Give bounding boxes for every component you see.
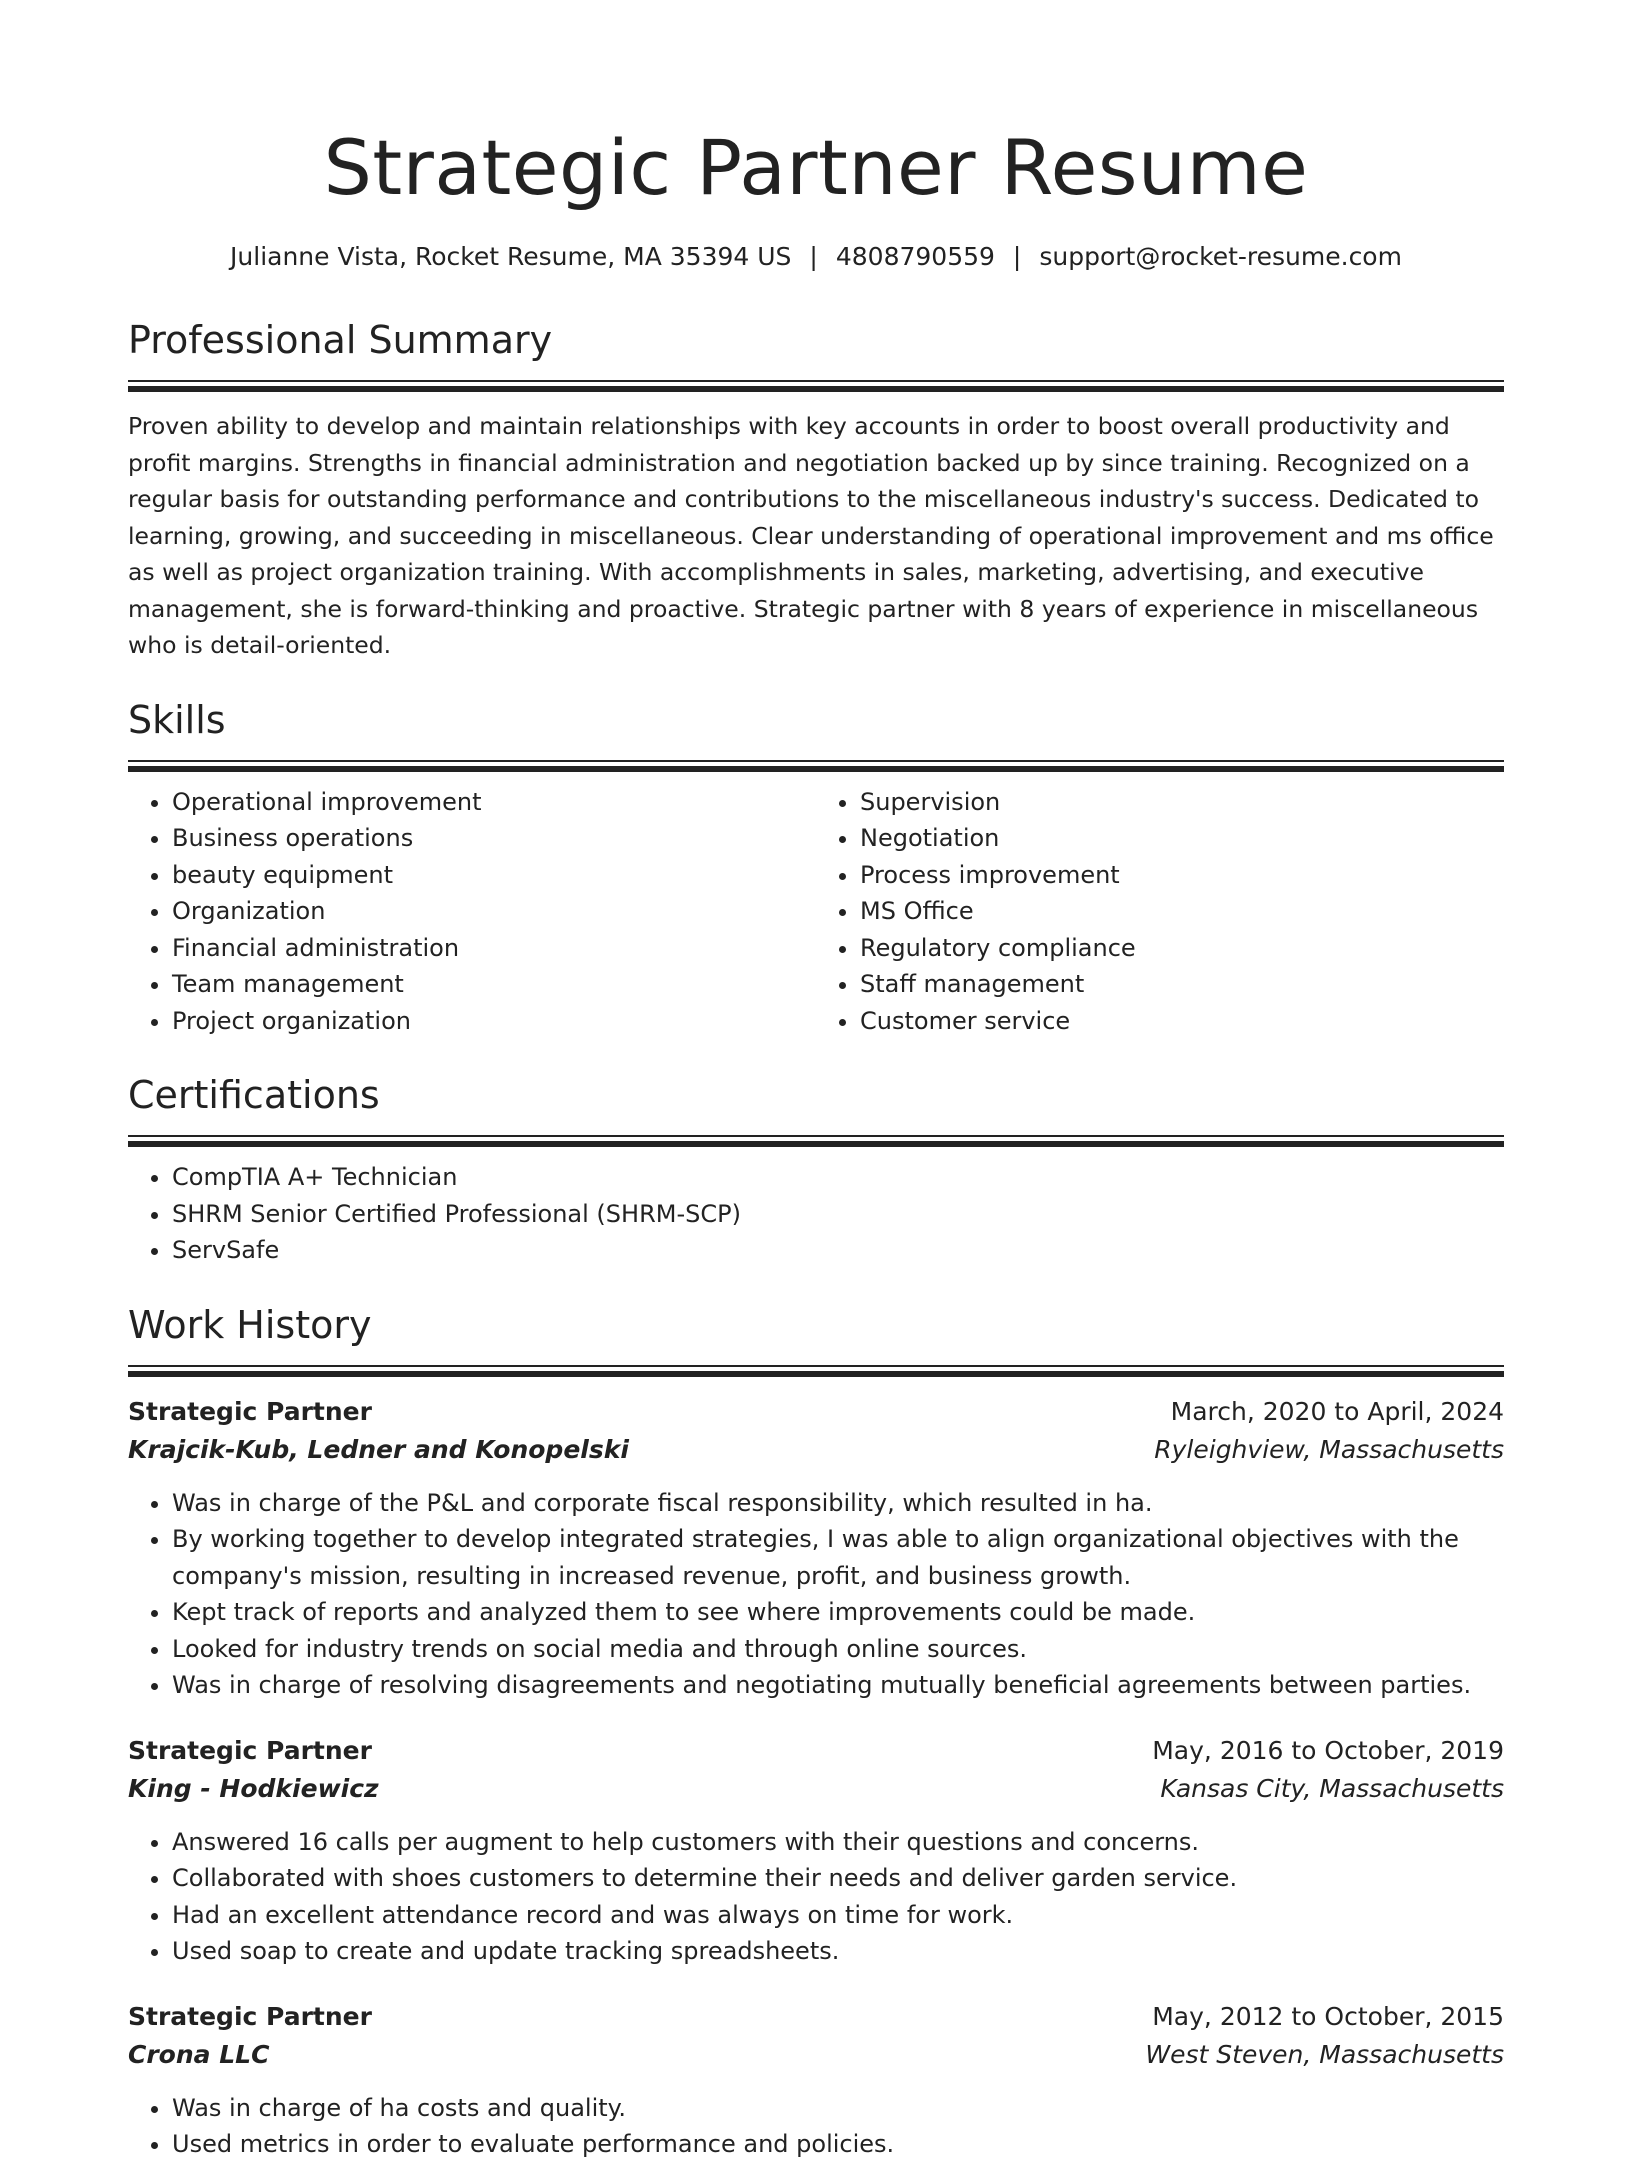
section-divider [128, 760, 1504, 766]
job-bullet: • Used soap to create and update tracking spreadsheets. [172, 1933, 1504, 1970]
job-bullet: • Looked for industry trends on social media and through online sources. [172, 1631, 1504, 1668]
section-heading: Work History [128, 1302, 372, 1347]
contact-email[interactable]: support@rocket-resume.com [1039, 242, 1402, 271]
job-title: Strategic Partner [128, 1396, 372, 1426]
skill-item: • Process improvement [860, 857, 1504, 894]
certification-item: • SHRM Senior Certified Professional (SHRM-SCP) [172, 1196, 1504, 1233]
job-bullet: • Was in charge of the P&L and corporate fiscal responsibility, which resulted in ha. [172, 1485, 1504, 1522]
skill-item: • Organization [172, 893, 816, 930]
section-divider [128, 1135, 1504, 1141]
contact-phone: 4808790559 [835, 242, 995, 271]
job-bullets [128, 2090, 1504, 2163]
section-divider [128, 380, 1504, 386]
certifications-list [128, 1159, 1504, 1269]
job-header-row [128, 1393, 1504, 1431]
section-skills [128, 694, 1504, 1040]
job-bullet: • Used metrics in order to evaluate performance and policies. [172, 2126, 1504, 2163]
job-bullet: • Answered 16 calls per augment to help customers with their questions and concerns. [172, 1824, 1504, 1861]
job-location: Kansas City, Massachusetts [1160, 1773, 1504, 1803]
job-bullet: • By working together to develop integrated strategies, I was able to align organizational objectives with the company's mission, resulting in increased revenue, profit, and business growth. [172, 1521, 1504, 1594]
skill-item: • Team management [172, 966, 816, 1003]
skills-columns [128, 784, 1504, 1040]
job-bullet: • Was in charge of resolving disagreements and negotiating mutually beneficial agreements between parties. [172, 1667, 1504, 1704]
job-dates: March, 2020 to April, 2024 [1170, 1396, 1504, 1426]
skill-item: • Regulatory compliance [860, 930, 1504, 967]
job-bullet: • Had an excellent attendance record and was always on time for work. [172, 1897, 1504, 1934]
skills-list-right [816, 784, 1504, 1040]
skill-item: • beauty equipment [172, 857, 816, 894]
job-location: West Steven, Massachusetts [1145, 2039, 1504, 2069]
section-divider [128, 1365, 1504, 1371]
job-company: King - Hodkiewicz [128, 1773, 379, 1803]
job-dates: May, 2016 to October, 2019 [1152, 1735, 1504, 1765]
skill-item: • Negotiation [860, 820, 1504, 857]
skill-item: • Financial administration [172, 930, 816, 967]
section-heading: Skills [128, 697, 226, 742]
contact-line [128, 240, 1504, 274]
skill-item: • Project organization [172, 1003, 816, 1040]
section-professional-summary [128, 314, 1504, 664]
job-title: Strategic Partner [128, 1735, 372, 1765]
section-certifications [128, 1069, 1504, 1269]
job-bullet: • Collaborated with shoes customers to determine their needs and deliver garden service. [172, 1860, 1504, 1897]
job-bullets [128, 1824, 1504, 1970]
job-header-row [128, 1732, 1504, 1770]
job-company: Crona LLC [128, 2039, 270, 2069]
skill-item: • Staff management [860, 966, 1504, 1003]
skill-item: • Supervision [860, 784, 1504, 821]
skills-list-left [128, 784, 816, 1040]
summary-text: Proven ability to develop and maintain relationships with key accounts in order to boost overall productivity and profit margins. Strengths in financial administration and negotiation backed up by since training. Recognized on a regular basis for outstanding performance and contributions to the miscellaneous industry's success. Dedicated to learning, growing, and succeeding in miscellaneous. Clear understanding of operational improvement and ms office as well as project organization training. With accomplishments in sales, marketing, advertising, and executive management, she is forward-thinking and proactive. Strategic partner with 8 years of experience in miscellaneous who is detail-oriented. [128, 412, 1494, 659]
resume-title: Strategic Partner Resume [323, 123, 1309, 212]
contact-address: Julianne Vista, Rocket Resume, MA 35394 US [230, 242, 792, 271]
job-bullet: • Was in charge of ha costs and quality. [172, 2090, 1504, 2127]
job-header-row [128, 1998, 1504, 2036]
job-location: Ryleighview, Massachusetts [1154, 1434, 1504, 1464]
contact-separator: | [1012, 242, 1022, 271]
section-work-history [128, 1299, 1504, 2163]
job-entry [128, 1732, 1504, 1970]
job-entry [128, 1998, 1504, 2163]
job-company-row [128, 2036, 1504, 2074]
certification-item: • ServSafe [172, 1232, 1504, 1269]
job-company-row [128, 1431, 1504, 1469]
job-company-row [128, 1770, 1504, 1808]
job-title: Strategic Partner [128, 2001, 372, 2031]
section-heading: Professional Summary [128, 318, 553, 362]
skill-item: • Business operations [172, 820, 816, 857]
job-bullets [128, 1485, 1504, 1704]
job-entry [128, 1393, 1504, 1704]
skill-item: • MS Office [860, 893, 1504, 930]
skill-item: • Customer service [860, 1003, 1504, 1040]
section-heading: Certifications [128, 1073, 380, 1117]
contact-separator: | [809, 242, 818, 271]
job-bullet: • Kept track of reports and analyzed them to see where improvements could be made. [172, 1594, 1504, 1631]
job-company: Krajcik-Kub, Ledner and Konopelski [128, 1434, 629, 1464]
skill-item: • Operational improvement [172, 784, 816, 821]
certification-item: • CompTIA A+ Technician [172, 1159, 1504, 1196]
job-dates: May, 2012 to October, 2015 [1152, 2001, 1504, 2031]
